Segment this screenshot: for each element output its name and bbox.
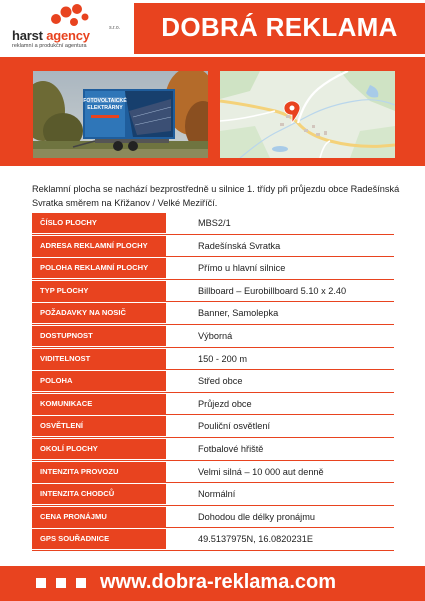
billboard-photo[interactable] bbox=[33, 71, 208, 158]
location-map-image bbox=[220, 71, 395, 158]
title-bar bbox=[134, 3, 425, 54]
row-value: Výborná bbox=[198, 330, 233, 341]
row-value: Pouliční osvětlení bbox=[198, 421, 271, 432]
row-label: INTENZITA CHODCŮ bbox=[32, 484, 166, 504]
row-value: Normální bbox=[198, 489, 236, 500]
location-map[interactable] bbox=[220, 71, 395, 158]
website-link[interactable]: www.dobra-reklama.com bbox=[100, 571, 336, 593]
row-value: Fotbalové hřiště bbox=[198, 443, 264, 454]
table-row bbox=[32, 302, 394, 325]
photo-billboard-text-1: FOTOVOLTAICKÉ bbox=[83, 98, 127, 104]
row-value: Dohodou dle délky pronájmu bbox=[198, 511, 315, 522]
table-row bbox=[32, 325, 394, 348]
logo-dots-icon bbox=[48, 3, 92, 29]
row-value: Průjezd obce bbox=[198, 398, 252, 409]
table-row bbox=[32, 393, 394, 416]
row-label: TYP PLOCHY bbox=[32, 281, 166, 301]
footer-square-icon bbox=[76, 578, 86, 588]
company-logo[interactable] bbox=[12, 3, 130, 53]
row-label: POLOHA REKLAMNÍ PLOCHY bbox=[32, 258, 166, 278]
row-label: INTENZITA PROVOZU bbox=[32, 462, 166, 482]
row-label: GPS SOUŘADNICE bbox=[32, 529, 166, 549]
table-row bbox=[32, 280, 394, 303]
row-value: Střed obce bbox=[198, 376, 243, 387]
row-value: Billboard – Eurobillboard 5.10 x 2.40 bbox=[198, 285, 347, 296]
row-label: KOMUNIKACE bbox=[32, 394, 166, 414]
logo-subtitle: reklamní a produkční agentura bbox=[12, 43, 87, 49]
page-title: DOBRÁ REKLAMA bbox=[161, 12, 398, 42]
footer bbox=[0, 566, 425, 601]
header bbox=[0, 0, 425, 57]
logo-legal-form: s.r.o. bbox=[109, 25, 120, 31]
row-value: 49.5137975N, 16.0820231E bbox=[198, 534, 313, 545]
details-table bbox=[32, 212, 394, 551]
row-value: Banner, Samolepka bbox=[198, 308, 279, 319]
row-label: POLOHA bbox=[32, 371, 166, 391]
photo-billboard-text-2: ELEKTRÁRNY bbox=[87, 105, 123, 111]
row-label: CENA PRONÁJMU bbox=[32, 507, 166, 527]
table-row bbox=[32, 235, 394, 258]
table-row bbox=[32, 212, 394, 235]
row-value: Přímo u hlavní silnice bbox=[198, 263, 286, 274]
table-row bbox=[32, 257, 394, 280]
table-row bbox=[32, 528, 394, 551]
table-row bbox=[32, 506, 394, 529]
row-label: POŽADAVKY NA NOSIČ bbox=[32, 303, 166, 323]
billboard-photo-image bbox=[33, 71, 208, 158]
logo-name: harst agency bbox=[12, 28, 90, 43]
row-value: Radešínská Svratka bbox=[198, 240, 281, 251]
table-row bbox=[32, 370, 394, 393]
table-row bbox=[32, 483, 394, 506]
table-row bbox=[32, 461, 394, 484]
row-label: OSVĚTLENÍ bbox=[32, 416, 166, 436]
row-label: OKOLÍ PLOCHY bbox=[32, 439, 166, 459]
row-value: 150 - 200 m bbox=[198, 353, 248, 364]
location-description: Reklamní plocha se nachází bezprostředně u silnice 1. třídy při průjezdu obce Radešínská Svratka směrem na Křižanov / Velké Meziříčí. bbox=[32, 184, 400, 208]
table-row bbox=[32, 438, 394, 461]
row-label: VIDITELNOST bbox=[32, 349, 166, 369]
row-label: ADRESA REKLAMNÍ PLOCHY bbox=[32, 236, 166, 256]
row-value: MBS2/1 bbox=[198, 218, 231, 228]
row-label: DOSTUPNOST bbox=[32, 326, 166, 346]
row-label: ČÍSLO PLOCHY bbox=[32, 213, 166, 233]
footer-square-icon bbox=[36, 578, 46, 588]
row-value: Velmi silná – 10 000 aut denně bbox=[198, 466, 324, 477]
footer-square-icon bbox=[56, 578, 66, 588]
table-row bbox=[32, 415, 394, 438]
row-divider bbox=[32, 550, 394, 551]
table-row bbox=[32, 348, 394, 371]
